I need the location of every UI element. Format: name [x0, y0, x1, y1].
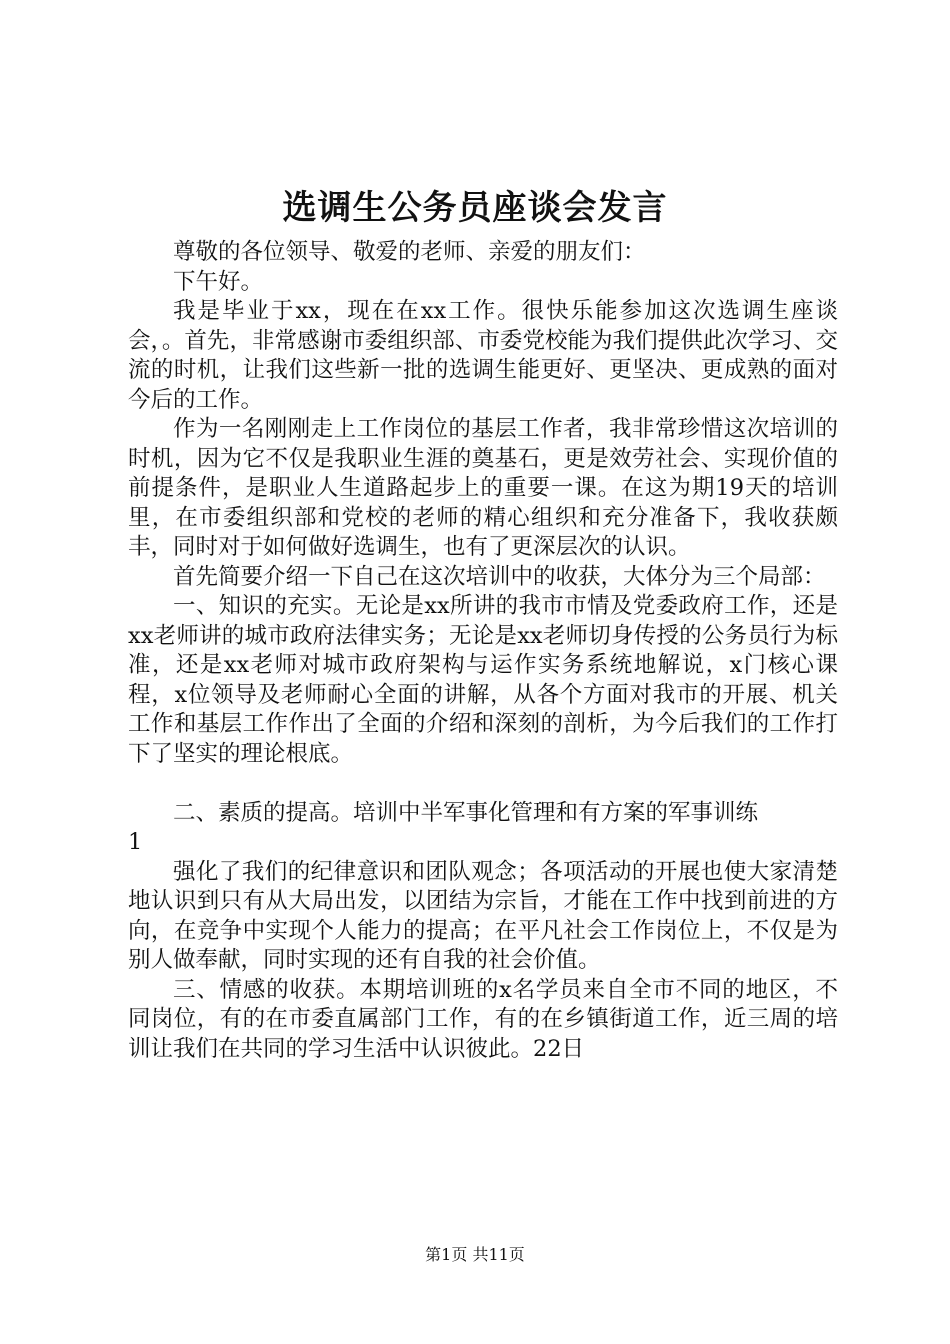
knowledge-paragraph: 一、知识的充实。无论是xx所讲的我市市情及党委政府工作，还是xx老师讲的城市政府法律实务；无论是xx老师切身传授的公务员行为标准，还是xx老师对城市政府架构与运作实务系统地解说，x门核心课程，x位领导及老师耐心全面的讲解，从各个方面对我市的开展、机关工作和基层工作作出了全面的介绍和深刻的剖析，为今后我们的工作打下了坚实的理论根底。 — [128, 593, 838, 767]
salutation-paragraph: 尊敬的各位领导、敬爱的老师、亲爱的朋友们： — [173, 239, 646, 265]
page-footer: 第1页 共11页 — [425, 1245, 525, 1264]
quality-paragraph: 二、素质的提高。培训中半军事化管理和有方案的军事训练 — [173, 799, 759, 826]
document-body — [128, 238, 838, 1064]
intro-paragraph: 我是毕业于xx，现在在xx工作。很快乐能参加这次选调生座谈会，。首先，非常感谢市委组织部、市委党校能为我们提供此次学习、交流的时机，让我们这些新一批的选调生能更好、更坚决、更成熟的面对今后的工作。 — [128, 298, 838, 413]
emotion-paragraph: 三、情感的收获。本期培训班的x名学员来自全市不同的地区，不同岗位，有的在市委直属部门工作，有的在乡镇街道工作，近三周的培训让我们在共同的学习生活中认识彼此。22日 — [128, 976, 838, 1062]
page-break-marker: 1 — [128, 829, 143, 855]
document-title: 选调生公务员座谈会发言 — [282, 188, 668, 228]
summary-paragraph: 首先简要介绍一下自己在这次培训中的收获，大体分为三个局部： — [173, 563, 826, 590]
training-paragraph: 作为一名刚刚走上工作岗位的基层工作者，我非常珍惜这次培训的时机，因为它不仅是我职业生涯的奠基石，更是效劳社会、实现价值的前提条件，是职业人生道路起步上的重要一课。在这为期19天的培训里，在市委组织部和党校的老师的精心组织和充分准备下，我收获颇丰，同时对于如何做好选调生，也有了更深层次的认识。 — [128, 416, 838, 560]
discipline-paragraph: 强化了我们的纪律意识和团队观念；各项活动的开展也使大家清楚地认识到只有从大局出发，以团结为宗旨，才能在工作中找到前进的方向，在竞争中实现个人能力的提高；在平凡社会工作岗位上，不仅是为别人做奉献，同时实现的还有自我的社会价值。 — [128, 858, 838, 973]
greeting-paragraph: 下午好。 — [173, 268, 264, 295]
